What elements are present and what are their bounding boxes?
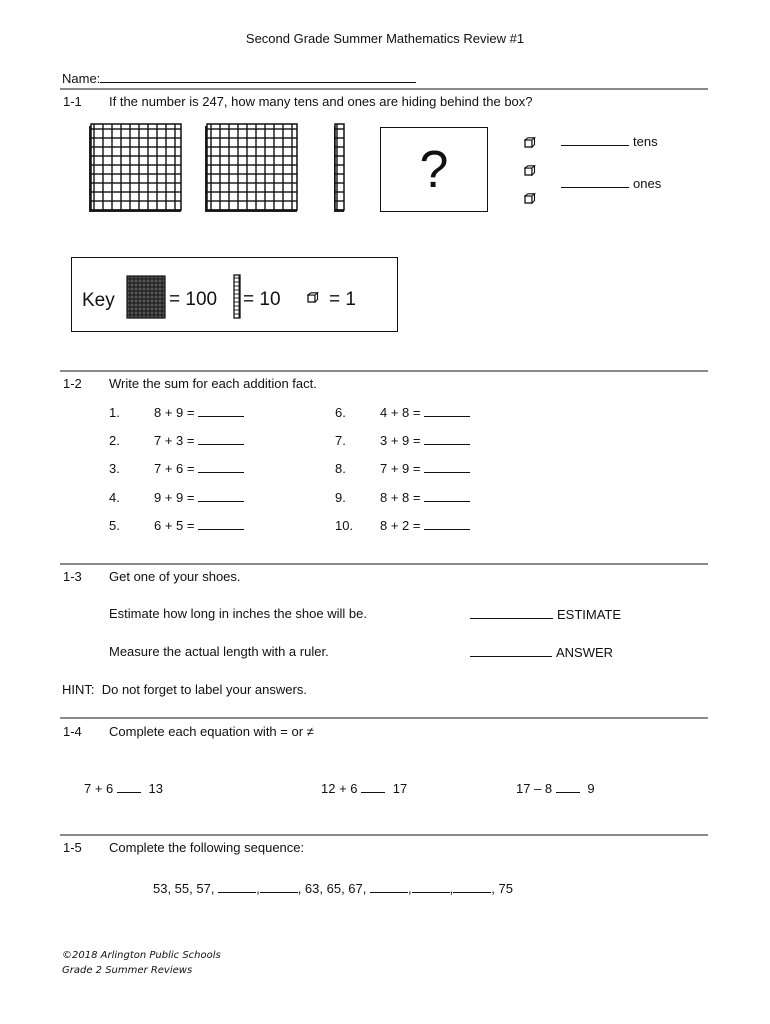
fact-answer-blank[interactable] [198, 432, 244, 445]
answer-label: ANSWER [556, 645, 614, 660]
measure-instruction: Measure the actual length with a ruler. [109, 644, 329, 659]
measure-answer[interactable] [470, 644, 613, 660]
ten-rod-icon [233, 274, 241, 319]
hundred-flat-icon [89, 124, 181, 212]
fact-item [335, 432, 470, 448]
equation-blank[interactable] [117, 780, 141, 793]
question-prompt: Get one of your shoes. [109, 569, 241, 584]
fact-item [335, 489, 470, 505]
question-prompt: Write the sum for each addition fact. [109, 376, 317, 391]
fact-answer-blank[interactable] [424, 517, 470, 530]
hundred-flat-icon [205, 124, 297, 212]
equation-right: 17 [392, 781, 408, 796]
fact-item [335, 517, 470, 533]
fact-item [335, 460, 470, 476]
fact-expression: 8 + 2 = [380, 518, 421, 533]
base-ten-blocks [85, 120, 355, 215]
fact-expression: 8 + 9 = [154, 405, 195, 420]
fact-number: 5. [109, 518, 120, 533]
equation-right: 13 [148, 781, 163, 796]
tens-label: tens [633, 134, 658, 149]
fact-expression: 3 + 9 = [380, 433, 421, 448]
ten-rod-icon [334, 124, 344, 212]
mystery-symbol: ? [419, 140, 449, 199]
sequence-blank[interactable] [412, 880, 450, 893]
question-number: 1-3 [63, 569, 82, 584]
fact-answer-blank[interactable] [424, 489, 470, 502]
hundred-flat-icon [126, 275, 166, 319]
fact-number: 9. [335, 490, 346, 505]
tens-blank[interactable] [561, 133, 629, 146]
question-number: 1-5 [63, 840, 82, 855]
sequence-blank[interactable] [370, 880, 408, 893]
fact-item [109, 432, 244, 448]
fact-number: 3. [109, 461, 120, 476]
fact-answer-blank[interactable] [198, 517, 244, 530]
equation-left: 12 + 6 [321, 781, 358, 796]
question-prompt: If the number is 247, how many tens and ones are hiding behind the box? [109, 94, 533, 109]
key-label: Key [82, 290, 115, 311]
fact-number: 8. [335, 461, 346, 476]
sequence-blank[interactable] [453, 880, 491, 893]
key-ten-value: = 10 [243, 289, 281, 310]
fact-answer-blank[interactable] [198, 489, 244, 502]
ones-blank[interactable] [561, 175, 629, 188]
ones-answer[interactable] [561, 175, 661, 191]
divider [60, 370, 708, 372]
divider [60, 88, 708, 90]
fact-number: 7. [335, 433, 346, 448]
sequence-part: , [256, 881, 260, 896]
fact-expression: 8 + 8 = [380, 490, 421, 505]
divider [60, 563, 708, 565]
one-cube-icon [307, 292, 319, 303]
equation-blank[interactable] [361, 780, 385, 793]
question-prompt: Complete each equation with = or ≠ [109, 724, 314, 739]
equation-item [321, 780, 407, 796]
equation-right: 9 [587, 781, 595, 796]
fact-expression: 4 + 8 = [380, 405, 421, 420]
fact-expression: 9 + 9 = [154, 490, 195, 505]
fact-item [109, 517, 244, 533]
name-blank[interactable] [100, 70, 416, 83]
fact-number: 1. [109, 405, 120, 420]
question-number: 1-2 [63, 376, 82, 391]
footer-copyright: ©2018 Arlington Public Schools [62, 950, 221, 961]
fact-expression: 7 + 3 = [154, 433, 195, 448]
fact-item [109, 460, 244, 476]
ones-label: ones [633, 176, 662, 191]
page-title: Second Grade Summer Mathematics Review #1 [245, 31, 525, 46]
footer-subtitle: Grade 2 Summer Reviews [62, 965, 193, 976]
fact-answer-blank[interactable] [424, 404, 470, 417]
equation-left: 7 + 6 [84, 781, 114, 796]
divider [60, 834, 708, 836]
sequence-blank[interactable] [260, 880, 298, 893]
fact-item [335, 404, 470, 420]
sequence-part: , [408, 881, 412, 896]
question-number: 1-4 [63, 724, 82, 739]
one-cube-icon [524, 193, 536, 204]
question-prompt: Complete the following sequence: [109, 840, 305, 855]
fact-answer-blank[interactable] [424, 432, 470, 445]
key-one-value: = 1 [329, 289, 356, 310]
fact-answer-blank[interactable] [424, 460, 470, 473]
fact-item [109, 489, 244, 505]
fact-number: 6. [335, 405, 346, 420]
mystery-box [380, 127, 488, 212]
divider [60, 717, 708, 719]
fact-item [109, 404, 244, 420]
sequence-part: 53, 55, 57, [153, 881, 215, 896]
estimate-answer[interactable] [470, 606, 621, 622]
sequence-blank[interactable] [218, 880, 256, 893]
sequence-part: , [449, 881, 454, 896]
name-label: Name: [62, 71, 101, 86]
one-cube-icon [524, 165, 536, 176]
answer-blank[interactable] [470, 644, 552, 657]
fact-number: 2. [109, 433, 120, 448]
equation-item [84, 780, 163, 796]
fact-number: 4. [109, 490, 120, 505]
estimate-blank[interactable] [470, 606, 553, 619]
fact-answer-blank[interactable] [198, 404, 244, 417]
key-hundred-value: = 100 [169, 289, 218, 310]
fact-answer-blank[interactable] [198, 460, 244, 473]
fact-expression: 7 + 6 = [154, 461, 195, 476]
sequence-line [153, 880, 513, 896]
tens-answer[interactable] [561, 133, 658, 149]
sequence-part: , 75 [491, 881, 513, 896]
equation-left: 17 – 8 [516, 781, 553, 796]
fact-number: 10. [335, 518, 354, 533]
estimate-label: ESTIMATE [557, 607, 622, 622]
question-number: 1-1 [63, 94, 82, 109]
equation-blank[interactable] [556, 780, 580, 793]
one-cube-icon [524, 137, 536, 148]
sequence-part: , 63, 65, 67, [297, 881, 367, 896]
estimate-instruction: Estimate how long in inches the shoe will be. [109, 606, 367, 621]
hint-text: HINT: Do not forget to label your answers. [62, 682, 307, 697]
fact-expression: 6 + 5 = [154, 518, 195, 533]
name-field[interactable] [62, 70, 416, 86]
equation-item [516, 780, 595, 796]
fact-expression: 7 + 9 = [380, 461, 421, 476]
